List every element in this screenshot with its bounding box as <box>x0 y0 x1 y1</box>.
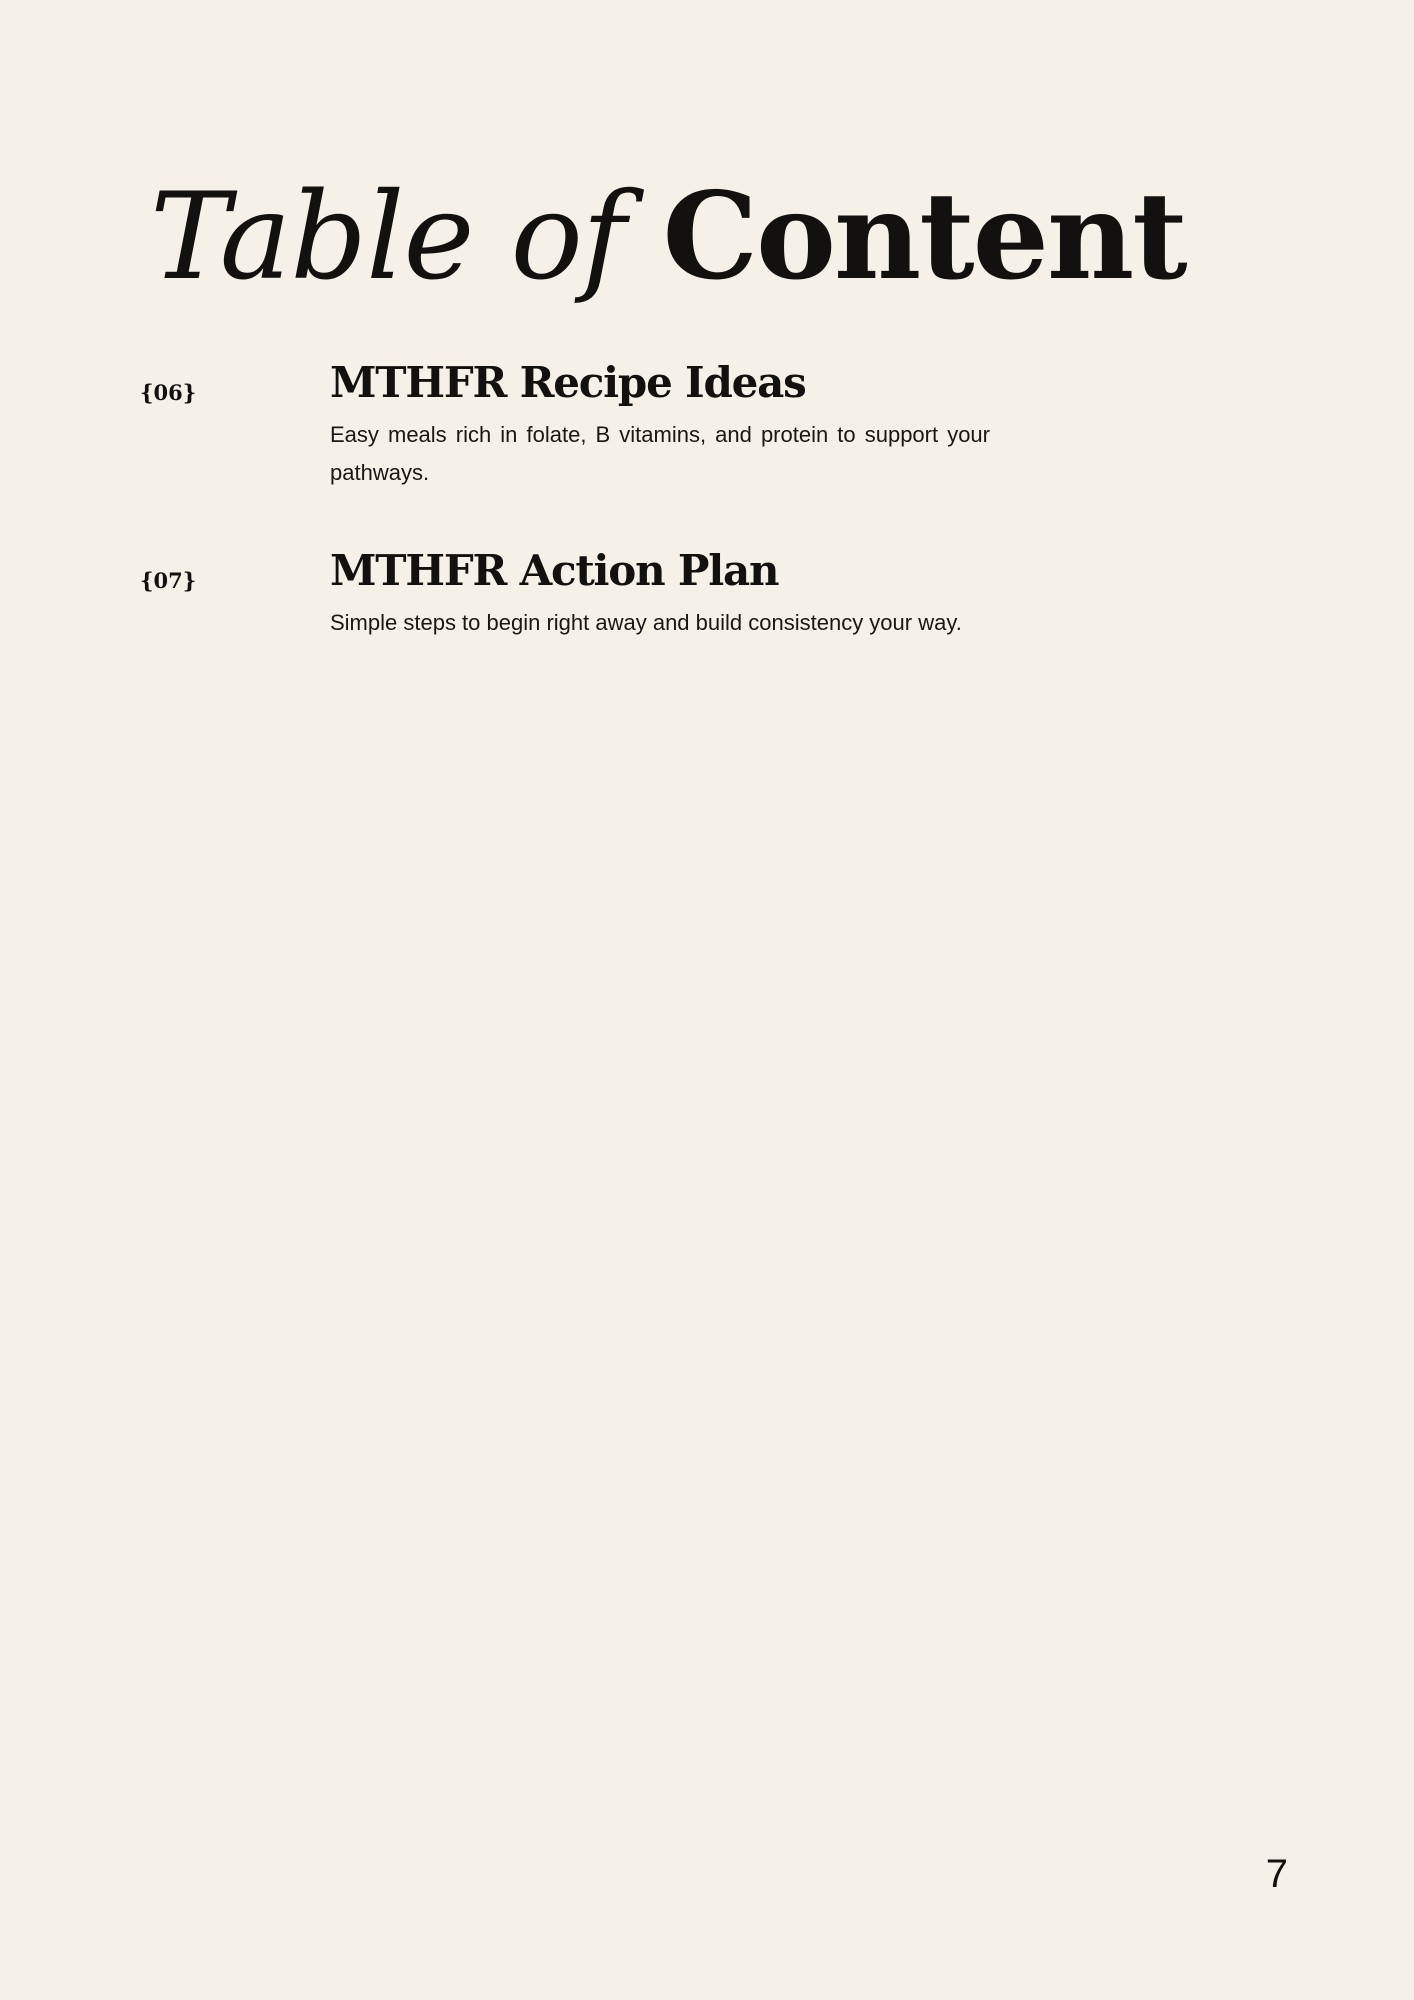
toc-entry-number: {07} <box>140 567 197 593</box>
page-title-bold: Content <box>662 166 1186 308</box>
page-number: 7 <box>1265 1852 1288 1896</box>
toc-entry-body <box>330 545 1000 642</box>
toc-entry-number: {06} <box>140 380 197 405</box>
table-of-contents <box>0 360 1414 698</box>
toc-entry-body <box>330 360 1000 492</box>
toc-entry <box>0 545 1414 642</box>
toc-entry-description: Simple steps to begin right away and build consistency your way. <box>330 610 962 636</box>
toc-entry-heading: MTHFR Action Plan <box>330 545 779 595</box>
page-title-italic: Table of <box>150 168 663 308</box>
toc-entry-description: Easy meals rich in folate, B vitamins, and protein to support your pathways. <box>330 422 990 486</box>
page-title <box>150 166 1186 308</box>
toc-entry-heading: MTHFR Recipe Ideas <box>330 358 806 407</box>
toc-entry <box>0 360 1414 492</box>
